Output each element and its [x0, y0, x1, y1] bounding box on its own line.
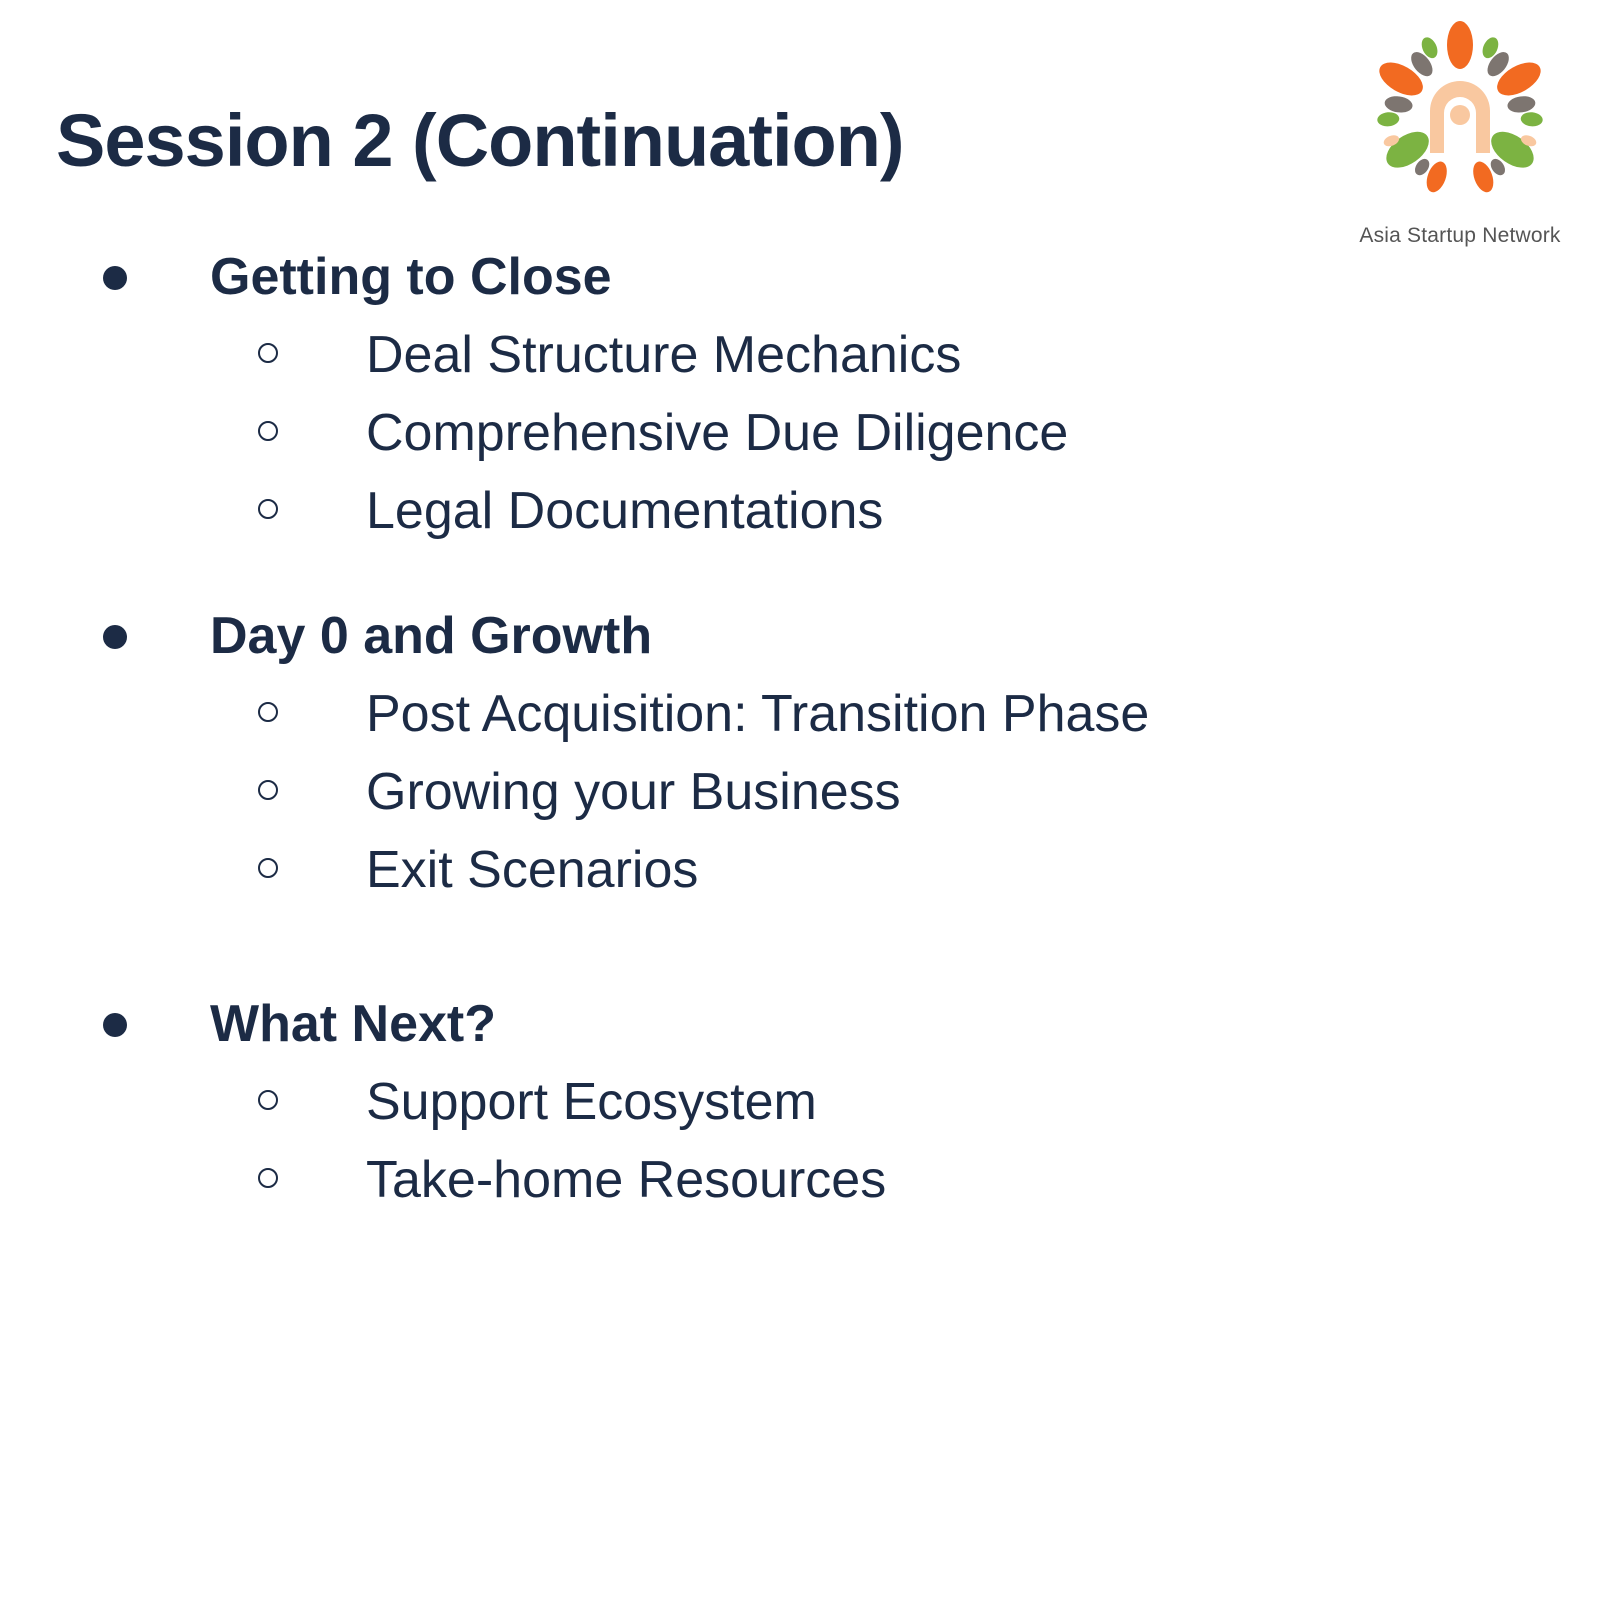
section-heading-label: What Next? [210, 995, 496, 1053]
bullet-circle-icon [258, 343, 278, 363]
bullet-circle-icon [258, 421, 278, 441]
section-heading [0, 238, 1300, 316]
list-item-label: Legal Documentations [366, 482, 884, 540]
bullet-circle-icon [258, 1168, 278, 1188]
list-item-label: Growing your Business [366, 763, 901, 821]
bullet-circle-icon [258, 499, 278, 519]
list-item [0, 675, 1300, 753]
slide-title: Session 2 (Continuation) [56, 99, 904, 182]
list-item [0, 394, 1300, 472]
list-item [0, 753, 1300, 831]
section-heading-label: Day 0 and Growth [210, 607, 653, 665]
list-item-label: Comprehensive Due Diligence [366, 404, 1069, 462]
list-item [0, 1063, 1300, 1141]
brand-logo [1340, 18, 1580, 258]
bullet-circle-icon [258, 858, 278, 878]
list-item [0, 1141, 1300, 1219]
list-item-label: Exit Scenarios [366, 841, 699, 899]
logo-text: Asia Startup Network [1359, 224, 1561, 247]
bullet-dot-icon [103, 625, 127, 649]
bullet-dot-icon [103, 266, 127, 290]
section-heading-label: Getting to Close [210, 248, 612, 306]
section-day-0-and-growth [0, 597, 1300, 909]
sun-flower-logo-icon [1365, 18, 1555, 208]
list-item [0, 831, 1300, 909]
list-item-label: Post Acquisition: Transition Phase [366, 685, 1150, 743]
list-item [0, 316, 1300, 394]
list-item-label: Support Ecosystem [366, 1073, 817, 1131]
list-item [0, 472, 1300, 550]
bullet-circle-icon [258, 702, 278, 722]
section-what-next [0, 985, 1300, 1219]
section-heading [0, 985, 1300, 1063]
section-heading [0, 597, 1300, 675]
bullet-circle-icon [258, 780, 278, 800]
bullet-circle-icon [258, 1090, 278, 1110]
list-item-label: Take-home Resources [366, 1151, 887, 1209]
bullet-dot-icon [103, 1013, 127, 1037]
list-item-label: Deal Structure Mechanics [366, 326, 962, 384]
section-getting-to-close [0, 238, 1300, 550]
